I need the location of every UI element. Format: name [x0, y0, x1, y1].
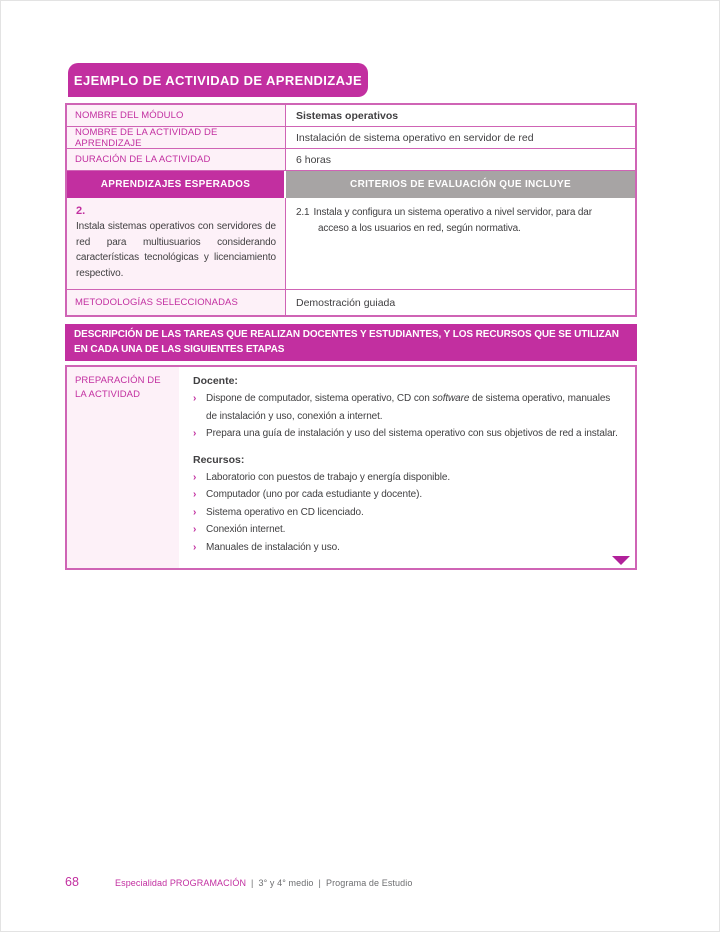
footer-breadcrumb — [115, 878, 412, 888]
activity-info-table — [65, 103, 637, 317]
activity-example-title-label: EJEMPLO DE ACTIVIDAD DE APRENDIZAJE — [73, 72, 363, 88]
recursos-heading: Recursos: — [193, 453, 245, 466]
list-item — [193, 486, 623, 504]
recursos-item-4: Conexión internet. — [206, 524, 286, 535]
docente-item-1-post: de sistema operativo, manuales de instalación y uso, conexión a internet. — [206, 393, 611, 422]
bullet-icon: › — [193, 428, 197, 439]
recursos-item-5: Manuales de instalación y uso. — [206, 541, 340, 553]
footer-separator: | — [251, 878, 254, 888]
list-item — [193, 539, 623, 557]
activity-document — [65, 103, 637, 570]
tasks-description-banner: DESCRIPCIÓN DE LAS TAREAS QUE REALIZAN DOCENTES Y ESTUDIANTES, Y LOS RECURSOS QUE SE UTILIZAN EN CADA UNA DE LAS SIGUIENTES ETAPAS — [65, 324, 637, 361]
list-item — [193, 504, 623, 522]
table-row-methodologies — [67, 290, 635, 315]
duration-label: DURACIÓN DE LA ACTIVIDAD — [67, 149, 286, 170]
module-name-label: NOMBRE DEL MÓDULO — [67, 105, 286, 126]
docente-item-1-italic: software — [432, 393, 470, 404]
learning-table-content-row — [67, 198, 635, 290]
list-item — [193, 521, 623, 539]
activity-example-title — [68, 63, 368, 97]
page-footer — [65, 875, 412, 889]
module-name-value: Sistemas operativos — [296, 109, 399, 122]
evaluation-criterion-cell — [286, 198, 635, 289]
docente-heading: Docente: — [193, 375, 238, 387]
objective-text: Instala sistemas operativos con servidores de red para multiusuarios considerando características tecnológicas y licenciamiento respectivo. — [76, 221, 276, 279]
triangle-down-icon — [612, 556, 630, 565]
bullet-icon: › — [193, 506, 197, 518]
bullet-icon: › — [193, 489, 197, 500]
docente-item-2-pre: Prepara una guía de instalación y uso del sistema operativo con sus objetivos de red a instalar. — [206, 428, 618, 439]
bullet-icon: › — [193, 524, 197, 535]
list-item — [193, 390, 623, 425]
methodologies-value: Demostración guiada — [296, 296, 396, 309]
expected-learning-cell — [67, 198, 286, 289]
docente-item-1 — [206, 390, 623, 425]
criterion-number: 2.1 — [296, 207, 310, 218]
expected-learnings-header: APRENDIZAJES ESPERADOS — [67, 171, 286, 198]
preparation-stage-label: PREPARACIÓN DE LA ACTIVIDAD — [67, 367, 179, 568]
bullet-icon: › — [193, 393, 197, 404]
bullet-icon: › — [193, 541, 197, 553]
footer-separator: | — [318, 878, 321, 888]
criterion-paragraph — [296, 205, 625, 237]
list-item — [193, 425, 623, 443]
footer-specialty: Especialidad PROGRAMACIÓN — [115, 878, 247, 888]
table-row-duration — [67, 149, 635, 171]
footer-grade: 3° y 4° medio — [258, 878, 314, 888]
preparation-section — [65, 365, 637, 570]
list-item — [193, 469, 623, 487]
recursos-item-3: Sistema operativo en CD licenciado. — [206, 506, 364, 518]
footer-program: Programa de Estudio — [325, 878, 413, 888]
activity-name-value: Instalación de sistema operativo en servidor de red — [296, 131, 534, 144]
table-row-activity-name — [67, 127, 635, 149]
bullet-icon: › — [193, 471, 197, 483]
methodologies-label: METODOLOGÍAS SELECCIONADAS — [67, 290, 286, 315]
objective-number: 2. — [76, 205, 86, 217]
recursos-item-2: Computador (uno por cada estudiante y docente). — [206, 489, 422, 500]
activity-name-label: NOMBRE DE LA ACTIVIDAD DE APRENDIZAJE — [67, 127, 286, 148]
preparation-content — [179, 367, 635, 568]
learning-table-header-row — [67, 171, 635, 198]
docente-item-2 — [206, 425, 618, 443]
recursos-item-1: Laboratorio con puestos de trabajo y energía disponible. — [206, 471, 451, 483]
table-row-module-name — [67, 105, 635, 127]
evaluation-criteria-header: CRITERIOS DE EVALUACIÓN QUE INCLUYE — [286, 171, 635, 198]
page-number: 68 — [65, 875, 79, 889]
duration-value: 6 horas — [296, 153, 332, 166]
criterion-text: Instala y configura un sistema operativo a nivel servidor, para dar acceso a los usuarios en red, según normativa. — [313, 207, 592, 234]
docente-item-1-pre: Dispone de computador, sistema operativo, CD con — [206, 393, 433, 404]
